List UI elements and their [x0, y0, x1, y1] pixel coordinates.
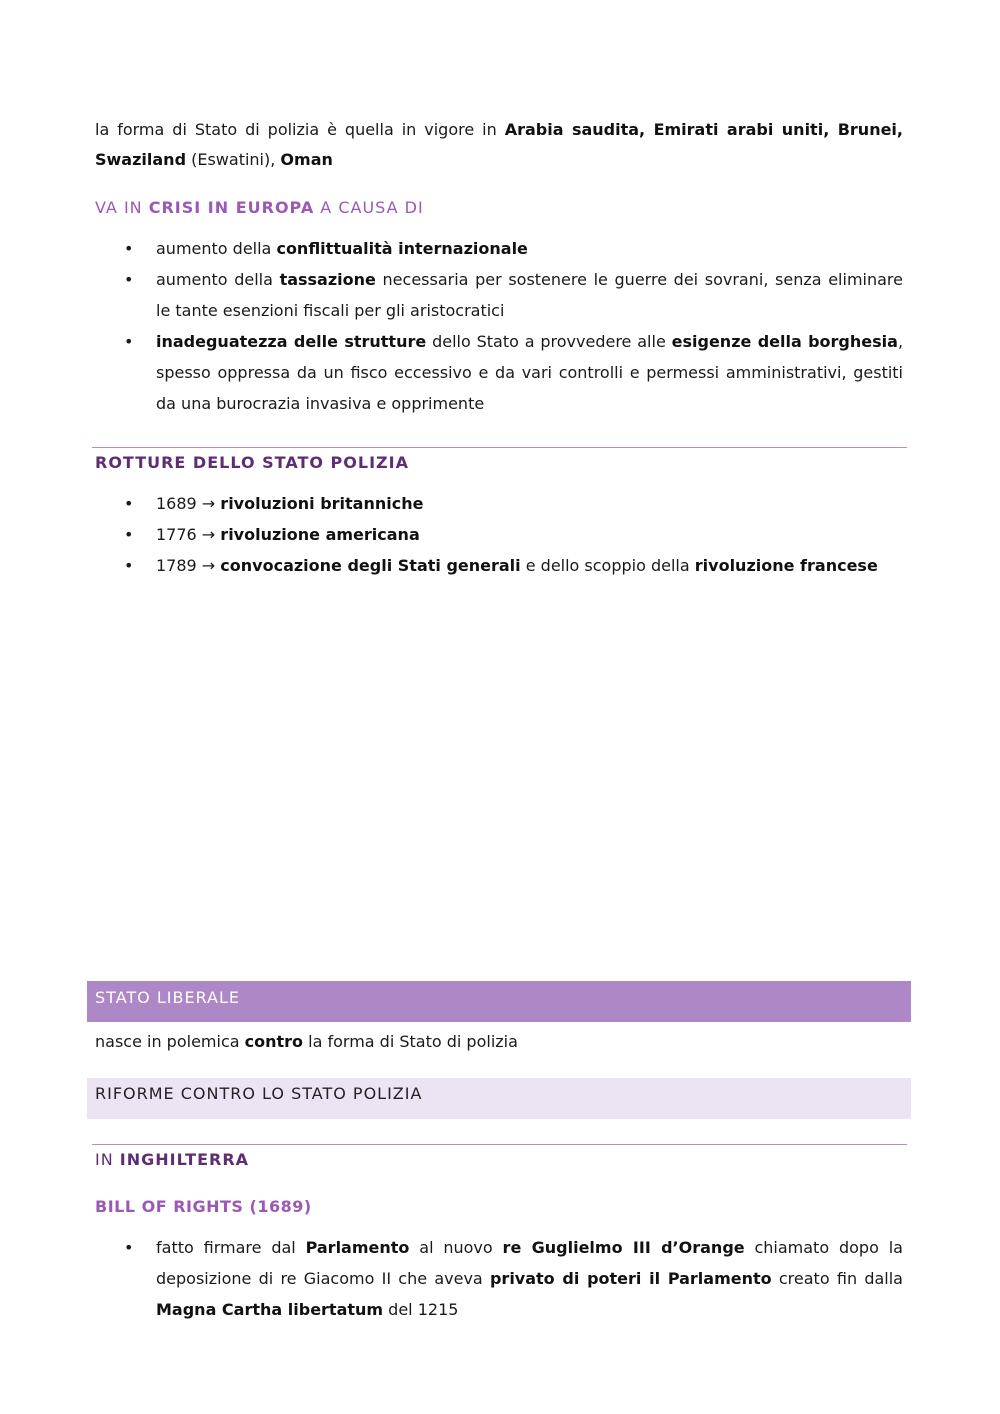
section-divider: [92, 447, 907, 448]
para-text: nasce in polemica: [95, 1032, 245, 1051]
reforms-band: [87, 1078, 911, 1119]
bill-list: [95, 1232, 903, 1325]
item-bold-text: privato di poteri il Parlamento: [489, 1269, 772, 1288]
item-bold-text: rivoluzioni britanniche: [220, 494, 424, 513]
liberal-paragraph: [95, 1027, 903, 1057]
list-item: [95, 519, 903, 550]
list-item: [95, 233, 903, 264]
intro-text: la forma di Stato di polizia è quella in vigore in: [95, 120, 505, 139]
item-bold-text: rivoluzione francese: [694, 556, 878, 575]
liberal-state-heading: STATO LIBERALE: [95, 988, 240, 1007]
item-bold-text: convocazione degli Stati generali: [220, 556, 521, 575]
item-text: fatto firmare dal: [156, 1238, 306, 1257]
ruptures-list: [95, 488, 903, 581]
item-bold-text: Magna Cartha libertatum: [156, 1300, 384, 1319]
bill-of-rights-heading: BILL OF RIGHTS (1689): [95, 1197, 312, 1216]
crisis-heading: [95, 196, 424, 220]
list-item: [95, 1232, 903, 1325]
crisis-list: [95, 233, 903, 419]
para-text: la forma di Stato di polizia: [303, 1032, 518, 1051]
bullet-icon: •: [124, 494, 134, 513]
bullet-icon: •: [124, 1238, 134, 1257]
item-bold-text: Parlamento: [305, 1238, 410, 1257]
item-bold-text: inadeguatezza delle strutture: [156, 332, 427, 351]
item-bold-text: esigenze della borghesia: [671, 332, 898, 351]
list-item: [95, 326, 903, 419]
bullet-icon: •: [124, 525, 134, 544]
bullet-icon: •: [124, 332, 134, 351]
bullet-icon: •: [124, 239, 134, 258]
list-item: [95, 550, 903, 581]
heading-text: A CAUSA DI: [314, 198, 424, 217]
item-text: , spesso oppressa da un fisco eccessivo e da vari controlli e permessi amministrativi, gestiti da una burocrazia invasiva e opprimente: [156, 332, 904, 413]
heading-text: IN: [95, 1150, 120, 1169]
item-bold-text: conflittualità internazionale: [276, 239, 528, 258]
item-text: chiamato dopo la deposizione di re Giacomo II che aveva: [156, 1238, 903, 1288]
item-year: 1776 →: [156, 525, 221, 544]
ruptures-heading: ROTTURE DELLO STATO POLIZIA: [95, 453, 409, 472]
bullet-icon: •: [124, 270, 134, 289]
heading-bold-text: CRISI IN EUROPA: [148, 198, 315, 217]
item-bold-text: tassazione: [279, 270, 376, 289]
liberal-state-band: [87, 981, 911, 1022]
heading-text: VA IN: [95, 198, 149, 217]
heading-bold-text: INGHILTERRA: [119, 1150, 250, 1169]
intro-paragraph: [95, 115, 903, 175]
england-heading: [95, 1148, 249, 1172]
item-text: e dello scoppio della: [520, 556, 695, 575]
item-text: aumento della: [156, 270, 280, 289]
item-text: necessaria per sostenere le guerre dei sovrani, senza eliminare le tante esenzioni fiscali per gli aristocratici: [156, 270, 903, 320]
intro-country-oman: Oman: [280, 150, 333, 169]
para-bold-text: contro: [244, 1032, 304, 1051]
intro-countries: Arabia saudita, Emirati arabi uniti, Brunei, Swaziland: [95, 120, 903, 169]
item-bold-text: rivoluzione americana: [220, 525, 420, 544]
item-text: aumento della: [156, 239, 277, 258]
intro-text: (Eswatini),: [186, 150, 281, 169]
section-divider: [92, 1144, 907, 1145]
item-text: al nuovo: [409, 1238, 503, 1257]
item-year: 1789 →: [156, 556, 221, 575]
item-year: 1689 →: [156, 494, 221, 513]
item-bold-text: re Guglielmo III d’Orange: [502, 1238, 745, 1257]
list-item: [95, 264, 903, 326]
reforms-heading: RIFORME CONTRO LO STATO POLIZIA: [95, 1084, 423, 1103]
list-item: [95, 488, 903, 519]
item-text: del 1215: [383, 1300, 459, 1319]
bullet-icon: •: [124, 556, 134, 575]
item-text: dello Stato a provvedere alle: [426, 332, 672, 351]
item-text: creato fin dalla: [771, 1269, 903, 1288]
